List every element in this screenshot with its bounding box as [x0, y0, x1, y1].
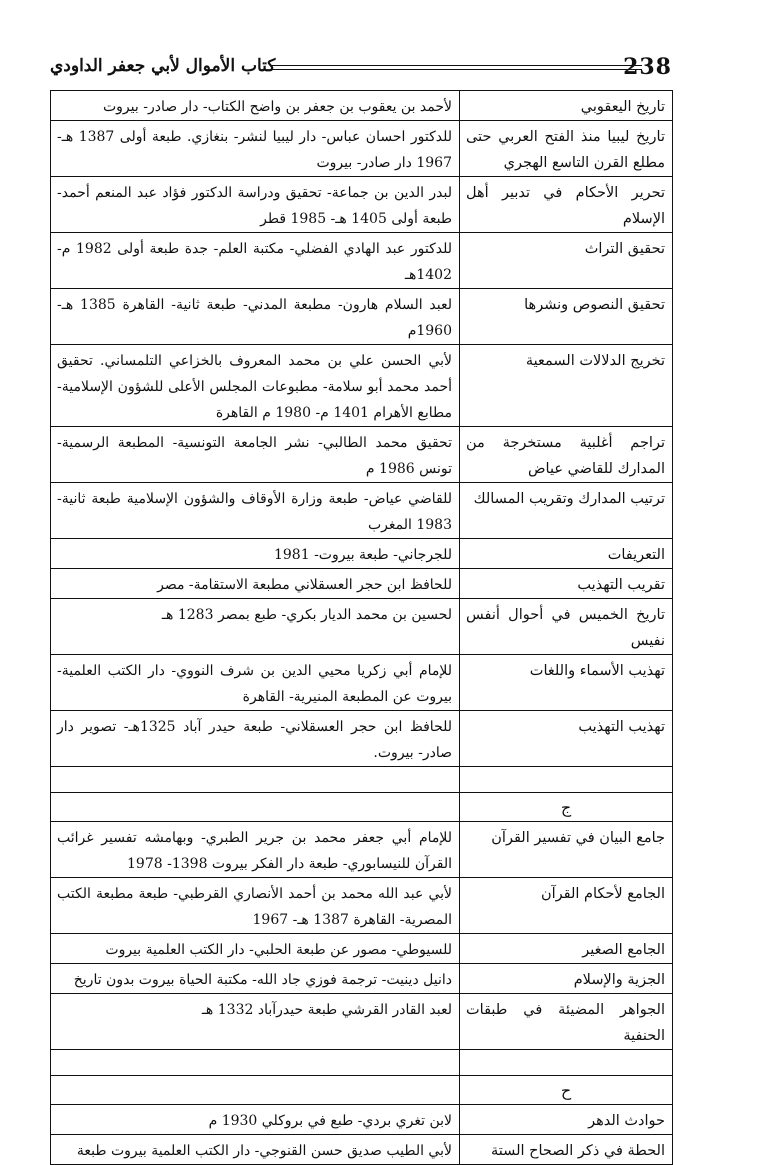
table-row [51, 994, 673, 1050]
table-row [51, 233, 673, 289]
page-header [50, 52, 672, 84]
entry-desc: للقاضي عياض- طبعة وزارة الأوقاف والشؤون الإسلامية طبعة ثانية- 1983 المغرب [51, 483, 460, 539]
entry-desc: لأبي الحسن علي بن محمد المعروف بالخزاعي التلمساني. تحقيق أحمد محمد أبو سلامة- مطبوعات المجلس الأعلى للشؤون الإسلامية- مطابع الأهرام 1401 م- 1980 م القاهرة [51, 345, 460, 427]
entry-title: ترتيب المدارك وتقريب المسالك [460, 483, 673, 539]
entry-title: تهذيب الأسماء واللغات [460, 655, 673, 711]
table-row [51, 345, 673, 427]
entry-title: تاريخ ليبيا منذ الفتح العربي حتى مطلع القرن التاسع الهجري [460, 121, 673, 177]
entry-desc: لأبي عبد الله محمد بن أحمد الأنصاري القرطبي- طبعة مطبعة الكتب المصرية- القاهرة 1387 هـ- 1967 [51, 878, 460, 934]
entry-desc: للإمام أبي جعفر محمد بن جرير الطبري- وبهامشه تفسير غرائب القرآن للنيسابوري- طبعة دار الفكر بيروت 1398- 1978 [51, 822, 460, 878]
entry-desc: للجرجاني- طبعة بيروت- 1981 [51, 539, 460, 569]
header-rule-top [272, 65, 642, 66]
entry-title: الجواهر المضيئة في طبقات الحنفية [460, 994, 673, 1050]
entry-title: تراجم أغلبية مستخرجة من المدارك للقاضي عياض [460, 427, 673, 483]
entry-desc: للسيوطي- مصور عن طبعة الحلبي- دار الكتب العلمية بيروت [51, 934, 460, 964]
section-letter-row [51, 793, 673, 822]
entry-title: الحطة في ذكر الصحاح الستة [460, 1135, 673, 1165]
table-row [51, 655, 673, 711]
table-row [51, 711, 673, 767]
bibliography-table [50, 90, 673, 1165]
empty-cell [460, 1050, 673, 1076]
table-row [51, 1105, 673, 1135]
entry-desc: لأحمد بن يعقوب بن جعفر بن واضح الكتاب- دار صادر- بيروت [51, 91, 460, 121]
entry-title: تحرير الأحكام في تدبير أهل الإسلام [460, 177, 673, 233]
entry-title: تقريب التهذيب [460, 569, 673, 599]
table-row [51, 822, 673, 878]
entry-title: تهذيب التهذيب [460, 711, 673, 767]
entry-desc: لعبد القادر القرشي طبعة حيدرآباد 1332 هـ [51, 994, 460, 1050]
entry-title: حوادث الدهر [460, 1105, 673, 1135]
entry-desc: لابن تغري بردي- طبع في بروكلي 1930 م [51, 1105, 460, 1135]
entry-desc: لبدر الدين بن جماعة- تحقيق ودراسة الدكتور فؤاد عبد المنعم أحمد- طبعة أولى 1405 هـ- 1985 قطر [51, 177, 460, 233]
entry-desc: للحافظ ابن حجر العسقلاني مطبعة الاستقامة- مصر [51, 569, 460, 599]
book-title: كتاب الأموال لأبي جعفر الداودي [50, 56, 276, 76]
table-row [51, 121, 673, 177]
table-row [51, 1135, 673, 1165]
section-letter-row [51, 1076, 673, 1105]
table-row [51, 878, 673, 934]
empty-cell [51, 767, 460, 793]
empty-cell [51, 1076, 460, 1105]
table-row-empty [51, 1050, 673, 1076]
entry-title: الجامع لأحكام القرآن [460, 878, 673, 934]
entry-title: تحقيق النصوص ونشرها [460, 289, 673, 345]
entry-title: تاريخ الخميس في أحوال أنفس نفيس [460, 599, 673, 655]
table-row [51, 289, 673, 345]
entry-title: تخريج الدلالات السمعية [460, 345, 673, 427]
table-row [51, 964, 673, 994]
header-rule-bottom [272, 69, 642, 70]
empty-cell [460, 767, 673, 793]
empty-cell [51, 1050, 460, 1076]
table-row [51, 539, 673, 569]
table-row [51, 91, 673, 121]
entry-title: تحقيق التراث [460, 233, 673, 289]
entry-desc: للدكتور احسان عباس- دار ليبيا لنشر- بنغازي. طبعة أولى 1387 هـ- 1967 دار صادر- بيروت [51, 121, 460, 177]
entry-desc: تحقيق محمد الطالبي- نشر الجامعة التونسية- المطبعة الرسمية- تونس 1986 م [51, 427, 460, 483]
entry-desc: لأبي الطيب صديق حسن القنوجي- دار الكتب العلمية بيروت طبعة [51, 1135, 460, 1165]
table-row-empty [51, 767, 673, 793]
table-row [51, 599, 673, 655]
entry-title: الجامع الصغير [460, 934, 673, 964]
entry-title: الجزية والإسلام [460, 964, 673, 994]
empty-cell [51, 793, 460, 822]
entry-desc: للإمام أبي زكريا محيي الدين بن شرف النووي- دار الكتب العلمية- بيروت عن المطبعة المنيرية- القاهرة [51, 655, 460, 711]
entry-desc: دانيل دينيت- ترجمة فوزي جاد الله- مكتبة الحياة بيروت بدون تاريخ [51, 964, 460, 994]
entry-desc: للدكتور عبد الهادي الفضلي- مكتبة العلم- جدة طبعة أولى 1982 م- 1402هـ [51, 233, 460, 289]
section-letter: ج [460, 793, 673, 822]
table-row [51, 427, 673, 483]
table-row [51, 177, 673, 233]
section-letter: ح [460, 1076, 673, 1105]
page-number: 238 [623, 54, 672, 80]
entry-title: جامع البيان في تفسير القرآن [460, 822, 673, 878]
entry-desc: للحافظ ابن حجر العسقلاني- طبعة حيدر آباد 1325هـ- تصوير دار صادر- بيروت. [51, 711, 460, 767]
table-row [51, 483, 673, 539]
entry-title: تاريخ اليعقوبي [460, 91, 673, 121]
table-row [51, 934, 673, 964]
entry-desc: لحسين بن محمد الديار بكري- طبع بمصر 1283 هـ [51, 599, 460, 655]
entry-title: التعريفات [460, 539, 673, 569]
entry-desc: لعبد السلام هارون- مطبعة المدني- طبعة ثانية- القاهرة 1385 هـ- 1960م [51, 289, 460, 345]
table-row [51, 569, 673, 599]
